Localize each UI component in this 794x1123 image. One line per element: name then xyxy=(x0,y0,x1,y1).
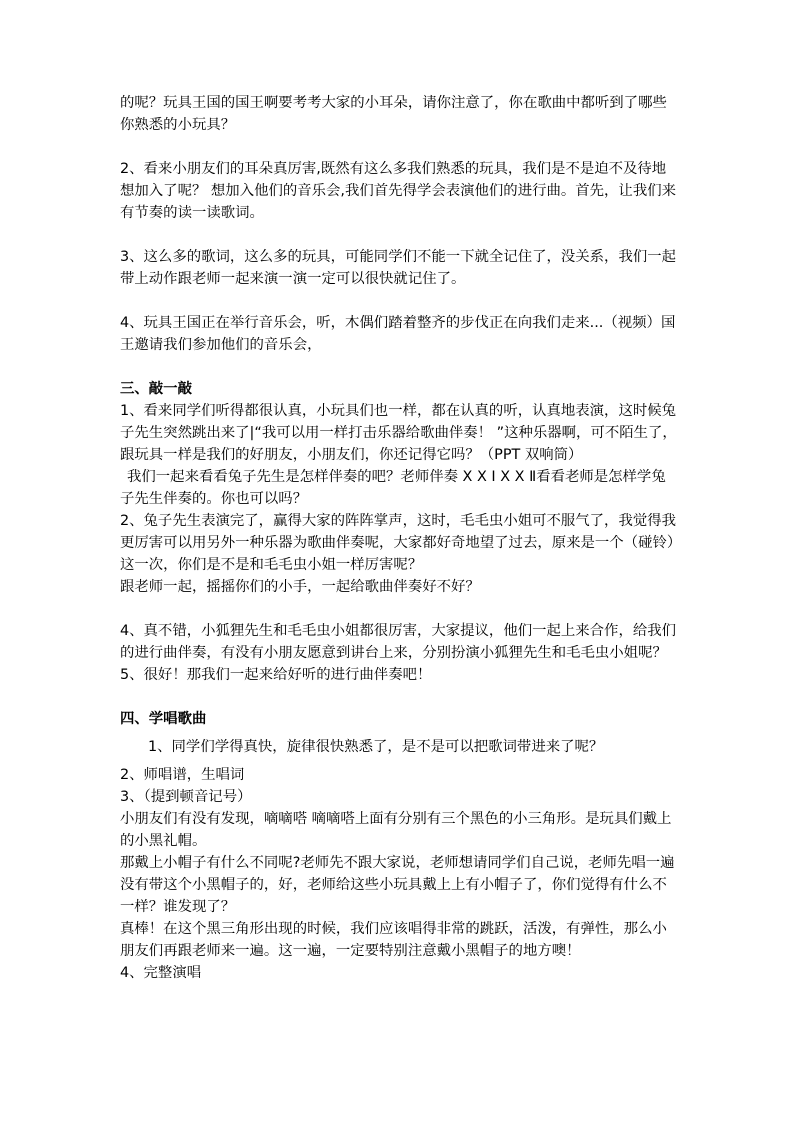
paragraph: 1、看来同学们听得都很认真，小玩具们也一样，都在认真的听，认真地表演，这时候兔子先生突然跳出来了|“我可以用一样打击乐器给歌曲伴奏！ ”这种乐器啊，可不陌生了，跟玩具一样是我们的好朋友，小朋友们，你还记得它吗？（PPT 双响筒） xyxy=(120,403,677,463)
paragraph: 4、真不错，小狐狸先生和毛毛虫小姐都很厉害，大家提议，他们一起上来合作，给我们的进行曲伴奏，有没有小朋友愿意到讲台上来，分别扮演小狐狸先生和毛毛虫小姐呢？ xyxy=(120,623,677,661)
paragraph: 的呢？玩具王国的国王啊要考考大家的小耳朵，请你注意了，你在歌曲中都听到了哪些你熟悉的小玩具？ xyxy=(120,95,667,133)
paragraph: 这一次，你们是不是和毛毛虫小姐一样厉害呢？ xyxy=(120,557,423,573)
paragraph: 跟老师一起，摇摇你们的小手，一起给歌曲伴奏好不好？ xyxy=(120,579,480,595)
paragraph: 我们一起来看看兔子先生是怎样伴奏的吧？老师伴奏 X X I X X Ⅱ看看老师是怎样学兔子先生伴奏的。你也可以吗？ xyxy=(120,469,666,507)
section-heading: 四、学唱歌曲 xyxy=(120,711,207,727)
paragraph: 4、完整演唱 xyxy=(120,965,202,981)
paragraph-spacer xyxy=(120,136,680,158)
paragraph-spacer xyxy=(120,356,680,378)
section-heading: 三、敲一敲 xyxy=(120,381,192,397)
paragraph: 2、兔子先生表演完了，赢得大家的阵阵掌声，这时，毛毛虫小姐可不服气了，我觉得我更厉害可以用另外一种乐器为歌曲伴奏呢，大家都好奇地望了过去，原来是一个（碰铃） xyxy=(120,513,682,551)
paragraph: 2、看来小朋友们的耳朵真厉害,既然有这么多我们熟悉的玩具，我们是不是迫不及待地想加入了呢？ 想加入他们的音乐会,我们首先得学会表演他们的进行曲。首先，让我们来有节奏的读一读歌词。 xyxy=(120,161,676,221)
paragraph: 3、（提到顿音记号） xyxy=(120,789,252,805)
paragraph-spacer xyxy=(120,686,680,708)
paragraph: 4、玩具王国正在举行音乐会，听，木偶们踏着整齐的步伐正在向我们走来...（视频）国王邀请我们参加他们的音乐会， xyxy=(120,315,676,353)
paragraph: 小朋友们有没有发现，嘀嘀嗒 嘀嘀嗒上面有分别有三个黑色的小三角形。是玩具们戴上的小黑礼帽。 xyxy=(120,811,672,849)
paragraph: 那戴上小帽子有什么不同呢?老师先不跟大家说，老师想请同学们自己说，老师先唱一遍没有带这个小黑帽子的，好，老师给这些小玩具戴上上有小帽子了，你们觉得有什么不一样？谁发现了？ xyxy=(120,855,675,915)
paragraph-spacer xyxy=(120,598,680,620)
paragraph: 真棒！在这个黑三角形出现的时候，我们应该唱得非常的跳跃，活泼，有弹性，那么小朋友们再跟老师来一遍。这一遍，一定要特别注意戴小黑帽子的地方噢！ xyxy=(120,921,667,959)
paragraph: 1、同学们学得真快，旋律很快熟悉了，是不是可以把歌词带进来了呢？ xyxy=(148,739,604,755)
paragraph: 5、很好！那我们一起来给好听的进行曲伴奏吧！ xyxy=(120,667,432,683)
paragraph: 2、师唱谱，生唱词 xyxy=(120,767,245,783)
paragraph: 3、这么多的歌词，这么多的玩具，可能同学们不能一下就全记住了，没关系，我们一起带上动作跟老师一起来演一演一定可以很快就记住了。 xyxy=(120,249,677,287)
document-body xyxy=(120,92,680,984)
paragraph-spacer xyxy=(120,290,680,312)
paragraph-spacer xyxy=(120,224,680,246)
